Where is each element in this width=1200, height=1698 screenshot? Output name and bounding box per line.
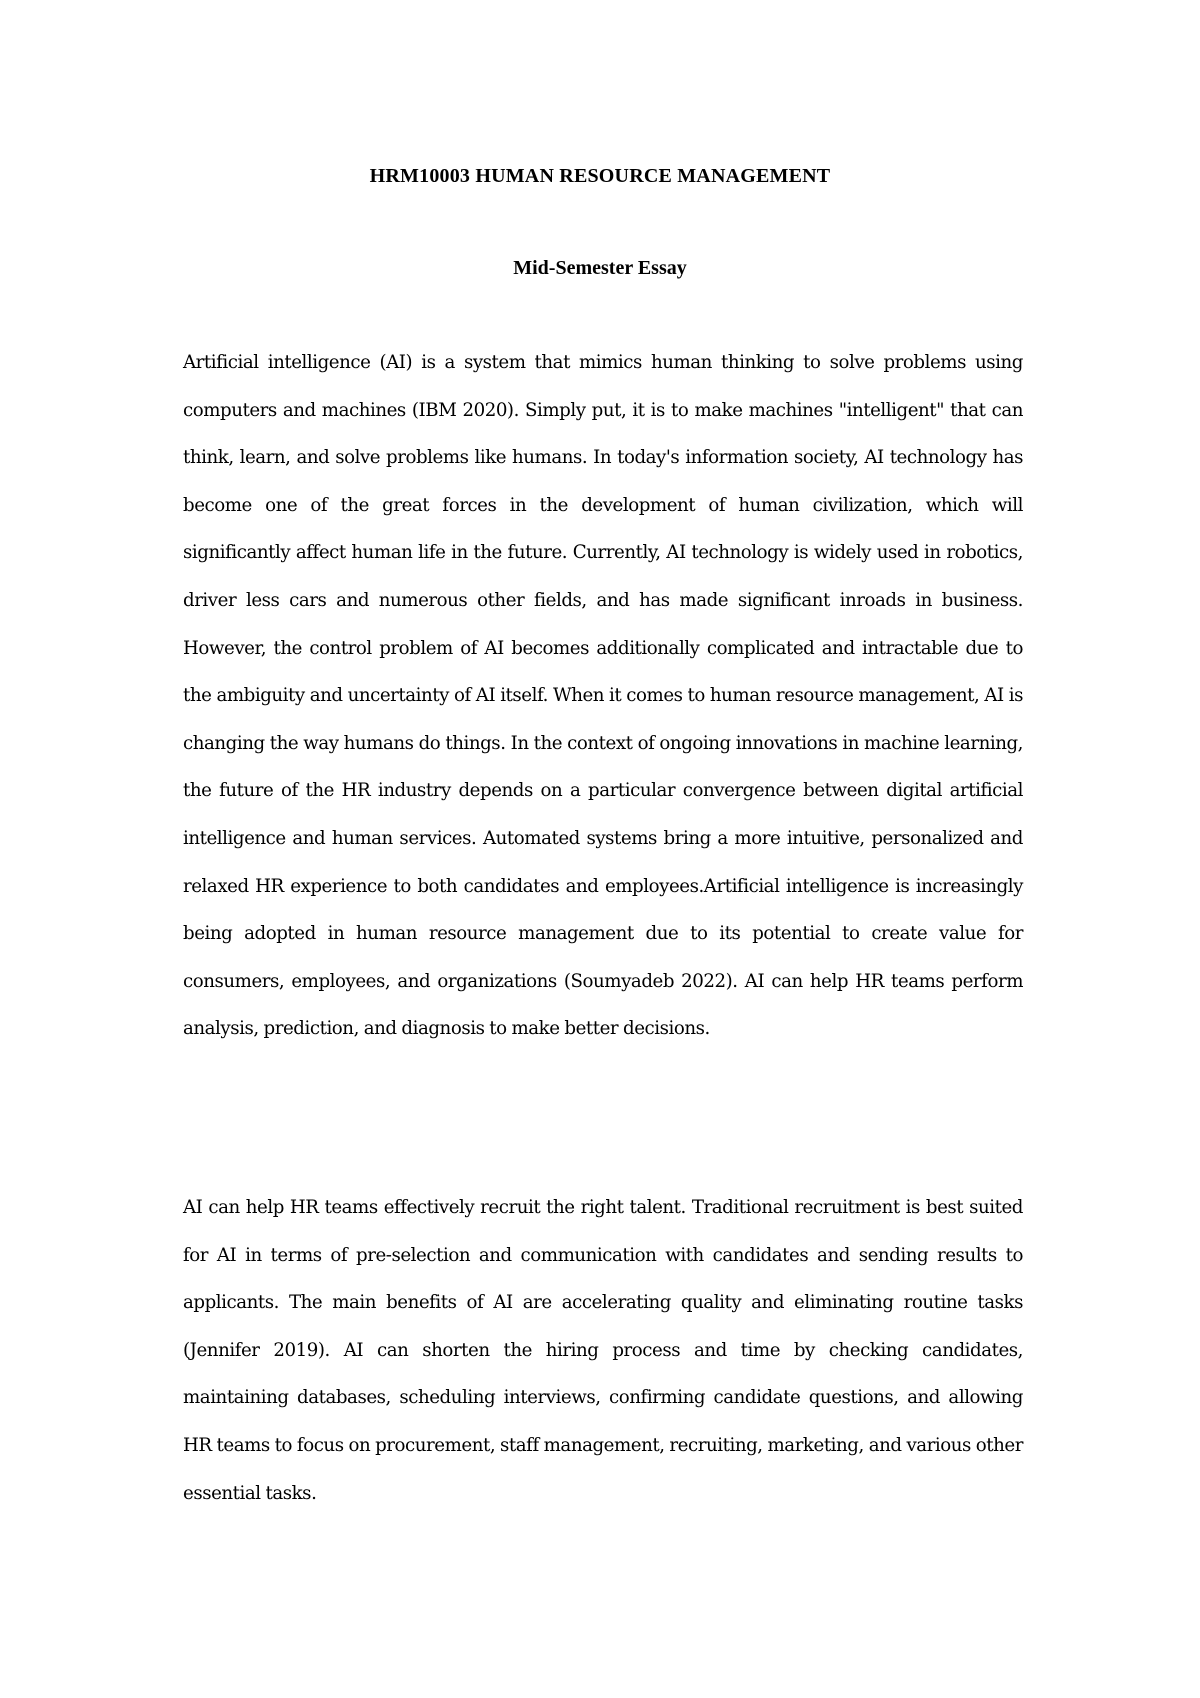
essay-title: Mid-Semester Essay [513, 257, 687, 279]
course-title: HRM10003 HUMAN RESOURCE MANAGEMENT [369, 165, 831, 187]
paragraph-2: AI can help HR teams effectively recruit the right talent. Traditional recruitment is best suited for AI in terms of pre-selection and communication with candidates and sending results to applicants. The main benefits of AI are accelerating quality and eliminating routine tasks (Jennifer 2019). AI can shorten the hiring process and time by checking candidates, maintaining databases, scheduling interviews, confirming candidate questions, and allowing HR teams to focus on procurement, staff management, recruiting, marketing, and various other essential tasks. [183, 1197, 1023, 1504]
paragraph-1: Artificial intelligence (AI) is a system that mimics human thinking to solve problems using computers and machines (IBM 2020). Simply put, it is to make machines "intelligent" that can think, learn, and solve problems like humans. In today's information society, AI technology has become one of the great forces in the development of human civilization, which will significantly affect human life in the future. Currently, AI technology is widely used in robotics, driver less cars and numerous other fields, and has made significant inroads in business. However, the control problem of AI becomes additionally complicated and intractable due to the ambiguity and uncertainty of AI itself. When it comes to human resource management, AI is changing the way humans do things. In the context of ongoing innovations in machine learning, the future of the HR industry depends on a particular convergence between digital artificial intelligence and human services. Automated systems bring a more intuitive, personalized and relaxed HR experience to both candidates and employees.Artificial intelligence is increasingly being adopted in human resource management due to its potential to create value for consumers, employees, and organizations (Soumyadeb 2022). AI can help HR teams perform analysis, prediction, and diagnosis to make better decisions. [183, 352, 1023, 1040]
